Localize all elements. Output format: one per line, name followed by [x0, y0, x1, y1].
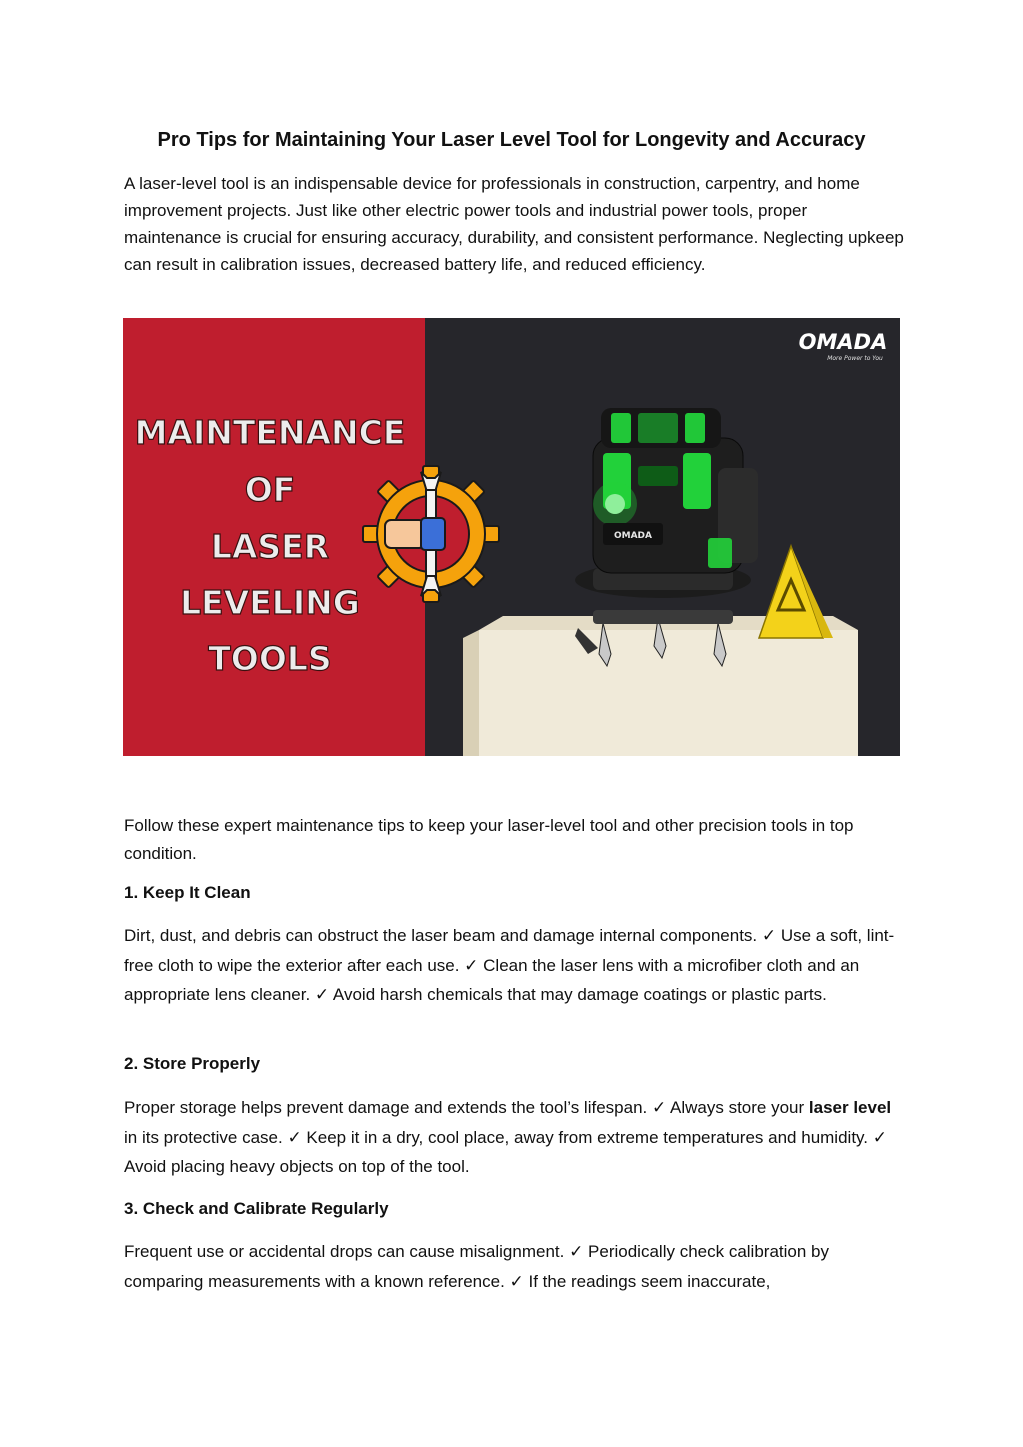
- intro-paragraph: A laser-level tool is an indispensable device for professionals in construction, carpentry, and home improvement projects. Just like other electric power tools and industrial power tools, proper maintenance is crucial for ensuring accuracy, durability, and consistent performance. Neglecting upkeep can result in calibration issues, decreased battery life, and reduced efficiency.: [124, 174, 904, 274]
- brand-logo-name: OMADA: [798, 330, 888, 354]
- banner-headline-line-4: LEVELING: [180, 583, 360, 622]
- section-body-store-properly: Proper storage helps prevent damage and extends the tool’s lifespan. ✓ Always store your laser level in its protective case. ✓ Keep it in a dry, cool place, away from extreme temperatures and humidity. ✓ Avoid placing heavy objects on top of the tool.: [124, 1098, 892, 1176]
- banner-image: [123, 318, 900, 756]
- banner-headline-line-5: TOOLS: [208, 639, 332, 678]
- banner-headline-line-2: OF: [244, 470, 296, 509]
- follow-paragraph: Follow these expert maintenance tips to keep your laser-level tool and other precision tools in top condition.: [124, 816, 854, 863]
- banner-headline-line-3: LASER: [210, 527, 330, 566]
- banner-headline-line-1: MAINTENANCE: [134, 413, 406, 452]
- section-heading-store-properly: 2. Store Properly: [124, 1054, 261, 1073]
- section-body-calibrate: Frequent use or accidental drops can cause misalignment. ✓ Periodically check calibration by comparing measurements with a known reference. ✓ If the readings seem inaccurate,: [124, 1242, 829, 1291]
- section-heading-keep-it-clean: 1. Keep It Clean: [124, 883, 251, 902]
- brand-logo-tagline: More Power to You: [827, 355, 883, 362]
- device-label: OMADA: [613, 531, 653, 541]
- section-heading-calibrate: 3. Check and Calibrate Regularly: [124, 1199, 389, 1218]
- gear-wrench-hand-icon: [363, 466, 499, 602]
- laser-level-bold: laser level: [808, 1098, 892, 1117]
- section-body-keep-it-clean: Dirt, dust, and debris can obstruct the laser beam and damage internal components. ✓ Use a soft, lint-free cloth to wipe the exterior after each use. ✓ Clean the laser lens with a microfiber cloth and an appropriate lens cleaner. ✓ Avoid harsh chemicals that may damage coatings or plastic parts.: [124, 926, 895, 1004]
- article-title: Pro Tips for Maintaining Your Laser Level Tool for Longevity and Accuracy: [157, 129, 866, 151]
